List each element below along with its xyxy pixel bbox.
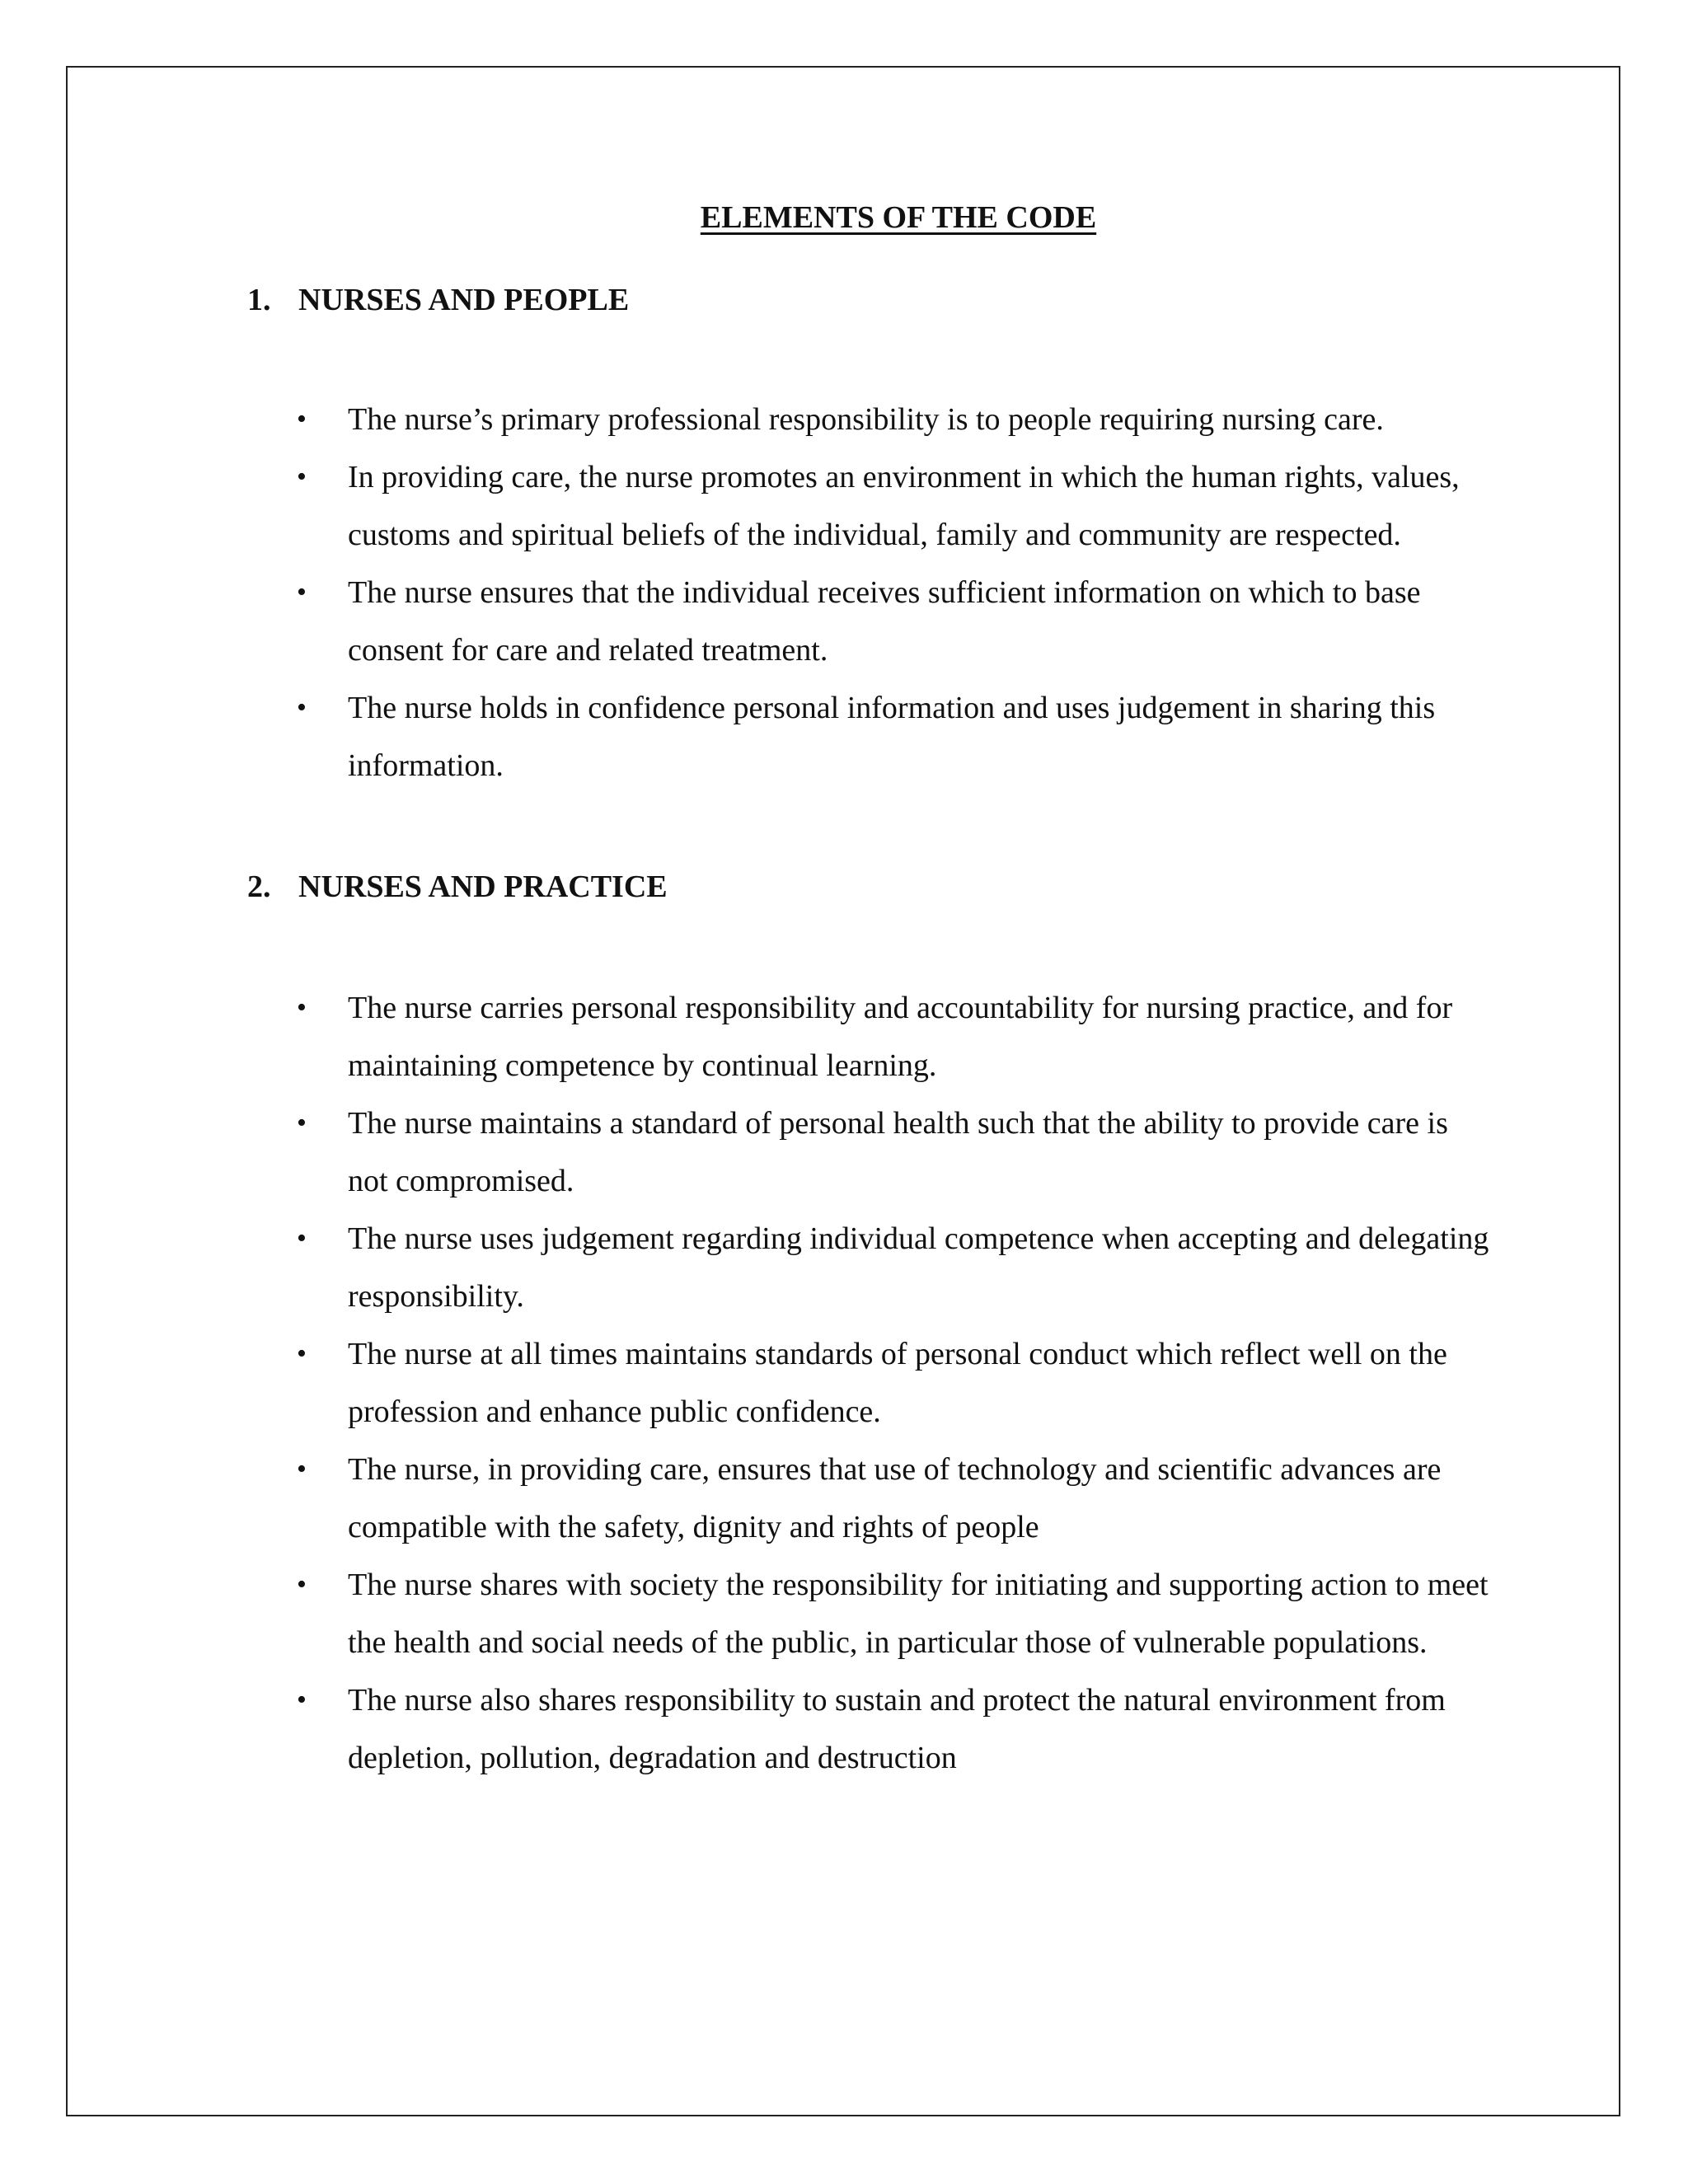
list-item (247, 448, 1500, 564)
list-item (247, 1671, 1500, 1787)
bullet-icon: • (297, 1569, 307, 1600)
bullet-icon: • (297, 1338, 307, 1369)
section-number: 1. (247, 283, 271, 317)
section-heading (247, 867, 1500, 907)
list-item-text: The nurse carries personal responsibility and accountability for nursing practice, and for maintaining competence by continual learning. (348, 991, 1453, 1083)
bullet-icon: • (297, 992, 307, 1023)
bullet-icon: • (297, 577, 307, 607)
list-item (247, 679, 1500, 794)
bullet-list (247, 979, 1500, 1787)
list-item (247, 1441, 1500, 1556)
list-item (247, 1094, 1500, 1210)
section-heading (247, 280, 1500, 320)
list-item-text: The nurse ensures that the individual receives sufficient information on which to base consent for care and related treatment. (348, 575, 1421, 668)
bullet-icon: • (297, 404, 307, 434)
section-number: 2. (247, 869, 271, 904)
list-item (247, 979, 1500, 1094)
list-item (247, 1556, 1500, 1671)
bullet-list (247, 391, 1500, 794)
bullet-icon: • (297, 462, 307, 492)
list-item-text: The nurse maintains a standard of personal health such that the ability to provide care is not compromised. (348, 1106, 1448, 1198)
list-item-text: The nurse also shares responsibility to sustain and protect the natural environment from depletion, pollution, degradation and destruction (348, 1683, 1446, 1775)
list-item-text: The nurse holds in confidence personal information and uses judgement in sharing this information. (348, 691, 1436, 783)
bullet-icon: • (297, 1685, 307, 1715)
bullet-icon: • (297, 692, 307, 723)
list-item (247, 564, 1500, 679)
list-item-text: In providing care, the nurse promotes an environment in which the human rights, values, customs and spiritual beliefs of the individual, family and community are respected. (348, 460, 1460, 552)
section-title: NURSES AND PEOPLE (298, 283, 630, 317)
list-item-text: The nurse, in providing care, ensures that use of technology and scientific advances are compatible with the safety, dignity and rights of people (348, 1452, 1442, 1544)
list-item-text: The nurse shares with society the responsibility for initiating and supporting action to meet the health and social needs of the public, in particular those of vulnerable populations. (348, 1568, 1489, 1660)
document-body (247, 198, 1500, 1787)
section-nurses-and-people (247, 280, 1500, 794)
list-item (247, 1325, 1500, 1441)
list-item-text: The nurse uses judgement regarding individual competence when accepting and delegating responsibility. (348, 1221, 1489, 1314)
list-item (247, 391, 1500, 448)
section-nurses-and-practice (247, 867, 1500, 1787)
list-item-text: The nurse at all times maintains standards of personal conduct which reflect well on the profession and enhance public confidence. (348, 1337, 1447, 1429)
bullet-icon: • (297, 1454, 307, 1484)
bullet-icon: • (297, 1108, 307, 1138)
bullet-icon: • (297, 1223, 307, 1254)
document-title: ELEMENTS OF THE CODE (700, 200, 1097, 235)
section-title: NURSES AND PRACTICE (298, 869, 668, 904)
list-item-text: The nurse’s primary professional responsibility is to people requiring nursing care. (348, 402, 1384, 437)
list-item (247, 1210, 1500, 1325)
